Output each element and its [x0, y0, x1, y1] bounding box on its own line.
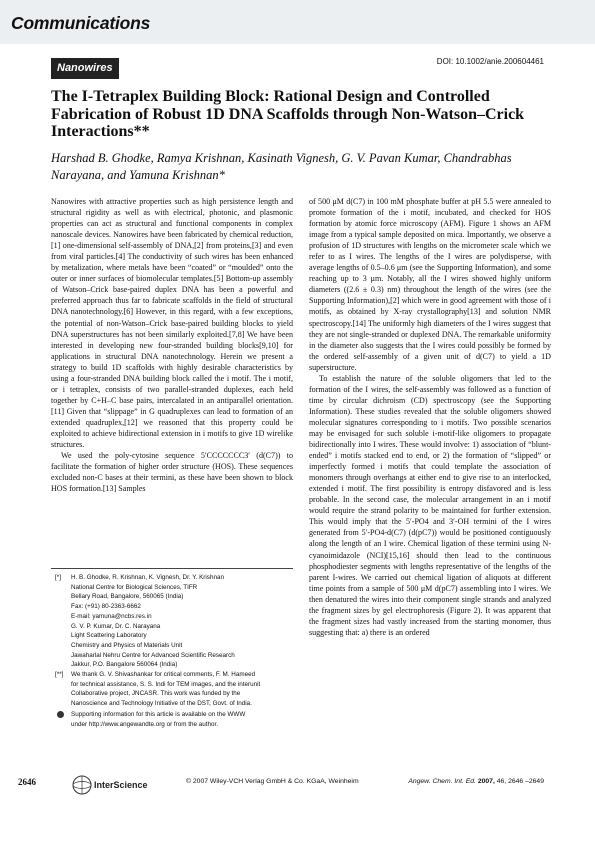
author-list: Harshad B. Ghodke, Ramya Krishnan, Kasinath Vignesh, G. V. Pavan Kumar, Chandrabhas Narayana, and Yamuna Krishnan*	[51, 151, 512, 182]
body-column-left	[51, 196, 293, 494]
section-title: Communications	[11, 13, 151, 33]
footnote-marker: [**]	[55, 671, 64, 679]
page-footer	[0, 772, 595, 802]
article-title: The I-Tetraplex Building Block: Rational Design and Controlled Fabrication of Robust 1D DNA Scaffolds through Non-Watson–Crick Interactions**	[51, 88, 525, 140]
body-paragraph: We used the poly-cytosine sequence 5′CCCCCCC3′ (d(C7)) to facilitate the formation of higher order structure (HOS). These sequences excluded non-C bases at their termini, as these have been shown to block HOS formation.[13] Samples	[51, 451, 293, 494]
supporting-info-note: Supporting information for this article is available on the WWW under http://www.angewandte.org or from the author.	[51, 710, 293, 729]
supporting-info-link[interactable]: under http://www.angewandte.org or from the author.	[71, 720, 219, 728]
copyright: © 2007 Wiley-VCH Verlag GmbH & Co. KGaA, Weinheim	[186, 778, 359, 785]
topic-label: Nanowires	[51, 58, 119, 79]
interscience-logo	[70, 772, 160, 800]
body-paragraph: To establish the nature of the soluble oligomers that led to the formation of the I wires, the self-assembly was followed as a function of time by circular dichroism (CD) spectroscopy (see the Supporting Information). These studies revealed that the soluble oligomers showed molecular signatures corresponding to i motifs. Two possible scenarios may be envisaged for such soluble i-motif-like oligomers to propagate bidirectionally into I wires. These would involve: 1) association of “blunt-ended” i motifs stacked end to end, or 2) the formation of “slipped” or imperfectly formed i motifs that could template the association of monomers through overhangs at either end to give rise to an interlocked, extended i motif. The first possibility is entropy disfavored and is less probable. In the second case, the molecular arrangement in an i motif would require the strand polarity to be maintained for further extension. This would imply that the 5′-PO4 and 3′-OH termini of the I wires generated from 5′-PO4-d(C7) (d(pC7)) would be positioned contiguously along the length of an I wire. Chemical ligation of these termini using N-cyanoimidazole (NCI)[15,16] should then lead to the continuous phosphodiester segments with lengths representative of the lengths of the parent I-wires. We carried out chemical ligation of aliquots at different time points from a sample of 500 μM d(pC7) assembling into I wires. We then denatured the wires into their component single strands and analyzed the fragment sizes by gel electrophoresis (Figure 2). It was apparent that the fragment sizes had vastly increased from the starting monomer, thus suggesting that: a) there is an ordered	[309, 373, 551, 637]
footnotes	[51, 568, 293, 729]
logo-text: InterScience	[94, 780, 148, 790]
page-number: 2646	[18, 777, 36, 787]
footnote-marker: [*]	[55, 574, 61, 581]
doi-link[interactable]: DOI: 10.1002/anie.200604461	[436, 57, 544, 66]
body-paragraph: of 500 μM d(C7) in 100 mM phosphate buffer at pH 5.5 were annealed to promote formation of the i motif, incubated, and checked for HOS formation by atomic force microscopy (AFM). Figure 1 shows an AFM image from a typical sample deposited on mica. Importantly, we observe a profusion of 1D structures with lengths on the micrometer scale which we refer to as I wires. The lengths of the I wires are polydisperse, with average lengths of 0.5–0.6 μm (see the Supporting Information), and some reaching up to 3 μm. Notably, all the I wires showed highly uniform diameters ((2.6 ± 0.3) nm) throughout the length of the wires (see the Supporting Information),[2] which were in good agreement with those of i motifs, as obtained by X-ray crystallography[13] and solution NMR spectroscopy.[14] The uniformly high diameters of the I wires suggest that they are not single-stranded or duplexed DNA. The remarkable uniformity in the diameter also suggests that the I wires could possibly be formed by the ordered self-assembly of a given unit of d(C7) to yield a 1D superstructure.	[309, 197, 551, 372]
footnote-affiliations: [*] H. B. Ghodke, R. Krishnan, K. Vignesh, Dr. Y. Krishnan National Centre for Biological Sciences, TIFR Bellary Road, Bangalore, 560065 (India) Fax: (+91) 80-2363-6662 E-mail: yamuna@ncbs.res.in G. V. P. Kumar, Dr. C. Narayana Light Scattering Laboratory Chemistry and Physics of Materials Unit Jawaharlal Nehru Centre for Advanced Scientific Research Jakkur, P.O. Bangalore 560064 (India)	[51, 573, 293, 670]
footnote-acknowledgements: [**] We thank G. V. Shivashankar for critical comments, F. M. Hameed for technical assistance, S. S. Indi for TEM images, and the interunit Collaborative project, JNCASR. This work was funded by the Nanoscience and Technology Initiative of the DST, Govt. of India.	[55, 671, 261, 708]
supporting-info-icon	[57, 711, 64, 718]
journal-citation: Angew. Chem. Int. Ed. 2007, 46, 2646 –2649	[408, 778, 544, 785]
body-paragraph: Nanowires with attractive properties such as high persistence length and structural rigidity as well as with electrical, photonic, and plasmonic properties can act as structural and functional components in complex nanoscale devices. Nanowires have been fabricated by chemical reduction,[1] one-dimensional self-assembly of DNA,[2] from proteins,[3] and even from viral particles.[4] The conductivity of such wires has been enhanced by metalization, where metals have been “coated” or “moulded” onto the outer or inner surfaces of biomolecular templates.[5] Bottom-up assembly of Watson–Crick base-paired duplex DNA has been a powerful and preferred approach thus far to fabricate scaffolds in the field of structural DNA nanotechnology.[6] However, in this regard, with a few exceptions, the potential of non-Watson–Crick base-paired building blocks to yield DNA superstructures has not been similarly exploited.[7,8] We have been interested in developing new four-stranded building blocks[9,10] for applications in structural DNA nanotechnology. Herein we present a strategy to build 1D scaffolds with highly desirable characteristics by using a four-stranded DNA building block called the i motif. The i motif, or i tetraplex, consists of two parallel-stranded duplexes, each held together by C+H–C base pairs, intercalated in an antiparallel orientation.[11] Given that “slippage” in G quadruplexes can lead to formation of an extended quadruplex,[12] we reasoned that this property could be exploited to achieve bidirectional extension in i motifs to give 1D wirelike structures.	[51, 197, 293, 450]
body-column-right	[309, 196, 551, 638]
contact-email[interactable]: E-mail: yamuna@ncbs.res.in	[71, 612, 152, 620]
section-header-band	[0, 0, 595, 44]
